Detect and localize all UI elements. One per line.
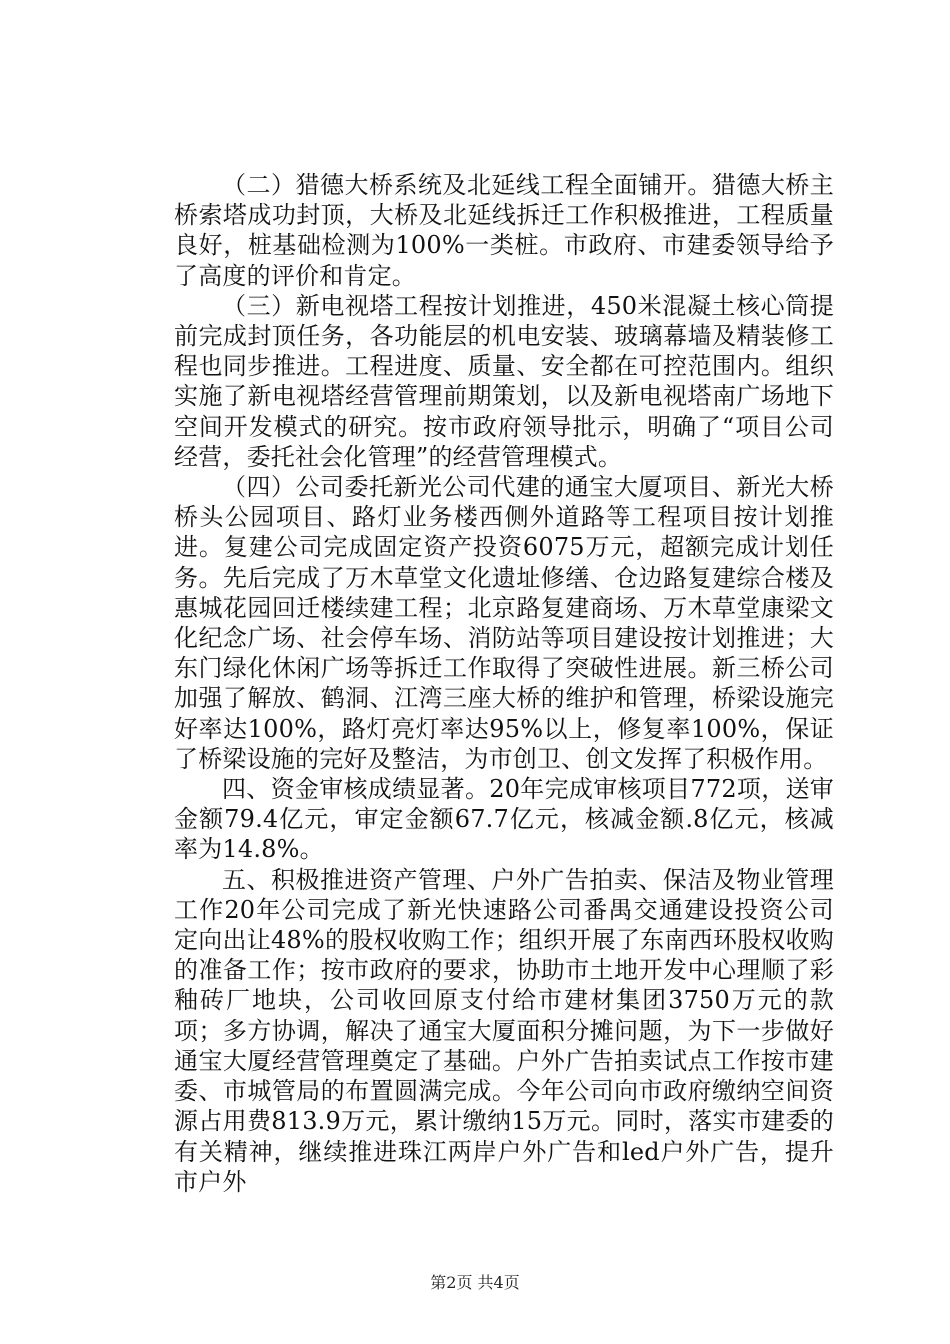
page-footer: 第2页 共4页 — [430, 1273, 520, 1292]
paragraph-asset-management: 五、积极推进资产管理、户外广告拍卖、保洁及物业管理工作20年公司完成了新光快速路公司番禺交通建设投资公司定向出让48%的股权收购工作；组织开展了东南西环股权收购的准备工作；按市政府的要求，协助市土地开发中心理顺了彩釉砖厂地块，公司收回原支付给市建材集团3750万元的款项；多方协调，解决了通宝大厦面积分摊问题，为下一步做好通宝大厦经营管理奠定了基础。户外广告拍卖试点工作按市建委、市城管局的布置圆满完成。今年公司向市政府缴纳空间资源占用费813.9万元，累计缴纳15万元。同时，落实市建委的有关精神，继续推进珠江两岸户外广告和led户外广告，提升市户外 — [174, 865, 834, 1196]
paragraph-tv-tower: （三）新电视塔工程按计划推进，450米混凝土核心筒提前完成封顶任务，各功能层的机电安装、玻璃幕墙及精装修工程也同步推进。工程进度、质量、安全都在可控范围内。组织实施了新电视塔经营管理前期策划，以及新电视塔南广场地下空间开发模式的研究。按市政府领导批示，明确了“项目公司经营，委托社会化管理”的经营管理模式。 — [174, 291, 834, 471]
paragraph-bridge-project: （二）猎德大桥系统及北延线工程全面铺开。猎德大桥主桥索塔成功封顶，大桥及北延线拆迁工作积极推进，工程质量良好，桩基础检测为100%一类桩。市政府、市建委领导给予了高度的评价和肯定。 — [174, 171, 834, 290]
paragraph-fund-audit: 四、资金审核成绩显著。20年完成审核项目772项，送审金额79.4亿元，审定金额67.7亿元，核减金额.8亿元，核减率为14.8%。 — [174, 775, 834, 864]
document-body — [174, 170, 834, 1197]
paragraph-agency-projects: （四）公司委托新光公司代建的通宝大厦项目、新光大桥桥头公园项目、路灯业务楼西侧外道路等工程项目按计划推进。复建公司完成固定资产投资6075万元，超额完成计划任务。先后完成了万木草堂文化遗址修缮、仓边路复建综合楼及惠城花园回迁楼续建工程；北京路复建商场、万木草堂康梁文化纪念广场、社会停车场、消防站等项目建设按计划推进；大东门绿化休闲广场等拆迁工作取得了突破性进展。新三桥公司加强了解放、鹤洞、江湾三座大桥的维护和管理，桥梁设施完好率达100%，路灯亮灯率达95%以上，修复率100%，保证了桥梁设施的完好及整洁，为市创卫、创文发挥了积极作用。 — [174, 473, 834, 773]
